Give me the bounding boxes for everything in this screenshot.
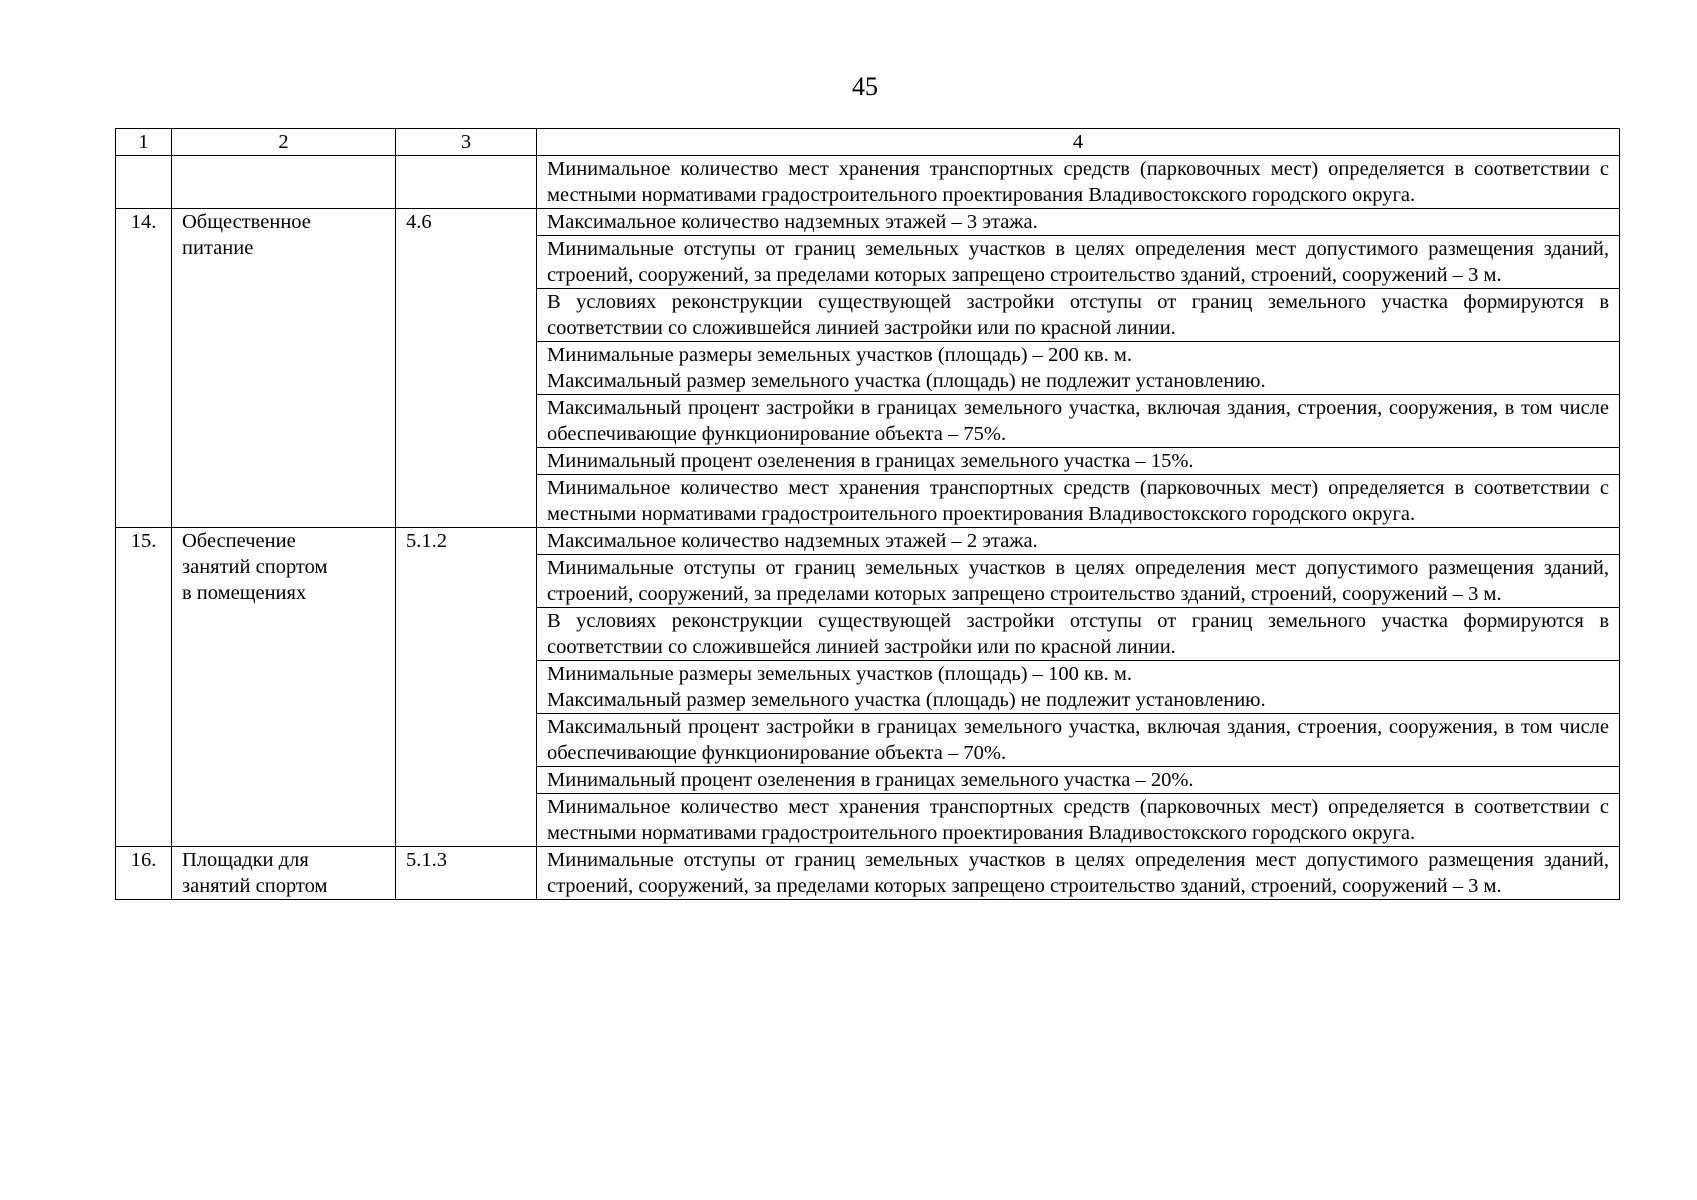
parameter-cell	[537, 714, 1620, 767]
parameter-cell	[537, 767, 1620, 794]
land-use-name-line: занятий спортом	[182, 875, 328, 897]
header-cell-3: 3	[396, 129, 537, 156]
table-row	[116, 847, 1620, 900]
parameter-text: Максимальное количество надземных этажей – 2 этажа.	[547, 530, 1038, 552]
section-number: 15.	[116, 528, 172, 847]
empty-name-cell	[172, 156, 396, 209]
parameter-cell	[537, 236, 1620, 289]
parameter-cell	[537, 528, 1620, 555]
parameter-cell	[537, 847, 1620, 900]
parameter-text: Минимальный процент озеленения в границах земельного участка – 20%.	[547, 769, 1194, 791]
parameter-text: Максимальный процент застройки в границах земельного участка, включая здания, строения, сооружения, в том числе обеспечивающие функционирование объекта – 70%.	[547, 716, 1609, 764]
parameter-text: Минимальные размеры земельных участков (площадь) – 200 кв. м.	[547, 344, 1132, 366]
parameter-text: Максимальный процент застройки в границах земельного участка, включая здания, строения, сооружения, в том числе обеспечивающие функционирование объекта – 75%.	[547, 397, 1609, 445]
land-use-name	[172, 847, 396, 900]
land-use-name-line: Общественное	[182, 211, 311, 233]
parameter-cell	[537, 289, 1620, 342]
parameter-text: Максимальный размер земельного участка (площадь) не подлежит установлению.	[547, 370, 1266, 392]
section-number: 14.	[116, 209, 172, 528]
parameter-text: Минимальные размеры земельных участков (площадь) – 100 кв. м.	[547, 663, 1132, 685]
parameter-cell	[537, 342, 1620, 395]
parameter-cell	[537, 794, 1620, 847]
parameter-text: Минимальные отступы от границ земельных участков в целях определения мест допустимого размещения зданий, строений, сооружений, за пределами которых запрещено строительство зданий, строений, сооружений – 3 м.	[547, 557, 1609, 605]
table-row	[116, 209, 1620, 236]
parameter-text: В условиях реконструкции существующей застройки отступы от границ земельного участка формируются в соответствии со сложившейся линией застройки или по красной линии.	[547, 291, 1609, 339]
continuation-row	[116, 156, 1620, 209]
land-use-name-line: Площадки для	[182, 849, 309, 871]
section-number: 16.	[116, 847, 172, 900]
parameter-cell	[537, 475, 1620, 528]
parameter-text: Минимальные отступы от границ земельных участков в целях определения мест допустимого размещения зданий, строений, сооружений, за пределами которых запрещено строительство зданий, строений, сооружений – 3 м.	[547, 849, 1609, 897]
header-cell-4: 4	[537, 129, 1620, 156]
header-cell-1: 1	[116, 129, 172, 156]
parameter-cell	[537, 448, 1620, 475]
parameter-cell	[537, 395, 1620, 448]
header-cell-2: 2	[172, 129, 396, 156]
parameter-cell	[537, 555, 1620, 608]
parameter-text: Минимальный процент озеленения в границах земельного участка – 15%.	[547, 450, 1194, 472]
parameter-text: Максимальный размер земельного участка (площадь) не подлежит установлению.	[547, 689, 1266, 711]
parameter-cell	[537, 209, 1620, 236]
parameter-text: Минимальные отступы от границ земельных участков в целях определения мест допустимого размещения зданий, строений, сооружений, за пределами которых запрещено строительство зданий, строений, сооружений – 3 м.	[547, 238, 1609, 286]
parameter-text: Максимальное количество надземных этажей – 3 этажа.	[547, 211, 1038, 233]
table-header-row	[116, 129, 1620, 156]
parameter-cell	[537, 608, 1620, 661]
parameter-cell: Минимальное количество мест хранения транспортных средств (парковочных мест) определяется в соответствии с местными нормативами градостроительного проектирования Владивостокского городского округа.	[537, 156, 1620, 209]
land-use-name	[172, 528, 396, 847]
table-row	[116, 528, 1620, 555]
land-use-name-line: Обеспечение	[182, 530, 296, 552]
land-use-name	[172, 209, 396, 528]
parameter-text: Минимальное количество мест хранения транспортных средств (парковочных мест) определяется в соответствии с местными нормативами градостроительного проектирования Владивостокского городского округа.	[547, 796, 1609, 844]
page-number: 45	[852, 72, 878, 101]
parameter-cell	[537, 661, 1620, 714]
land-use-code: 4.6	[396, 209, 537, 528]
empty-code-cell	[396, 156, 537, 209]
land-use-name-line: питание	[182, 237, 254, 259]
regulations-table	[115, 128, 1620, 900]
parameter-text: В условиях реконструкции существующей застройки отступы от границ земельного участка формируются в соответствии со сложившейся линией застройки или по красной линии.	[547, 610, 1609, 658]
parameter-text: Минимальное количество мест хранения транспортных средств (парковочных мест) определяется в соответствии с местными нормативами градостроительного проектирования Владивостокского городского округа.	[547, 477, 1609, 525]
land-use-code: 5.1.3	[396, 847, 537, 900]
land-use-name-line: занятий спортом	[182, 556, 328, 578]
land-use-code: 5.1.2	[396, 528, 537, 847]
empty-number-cell	[116, 156, 172, 209]
land-use-name-line: в помещениях	[182, 582, 307, 604]
